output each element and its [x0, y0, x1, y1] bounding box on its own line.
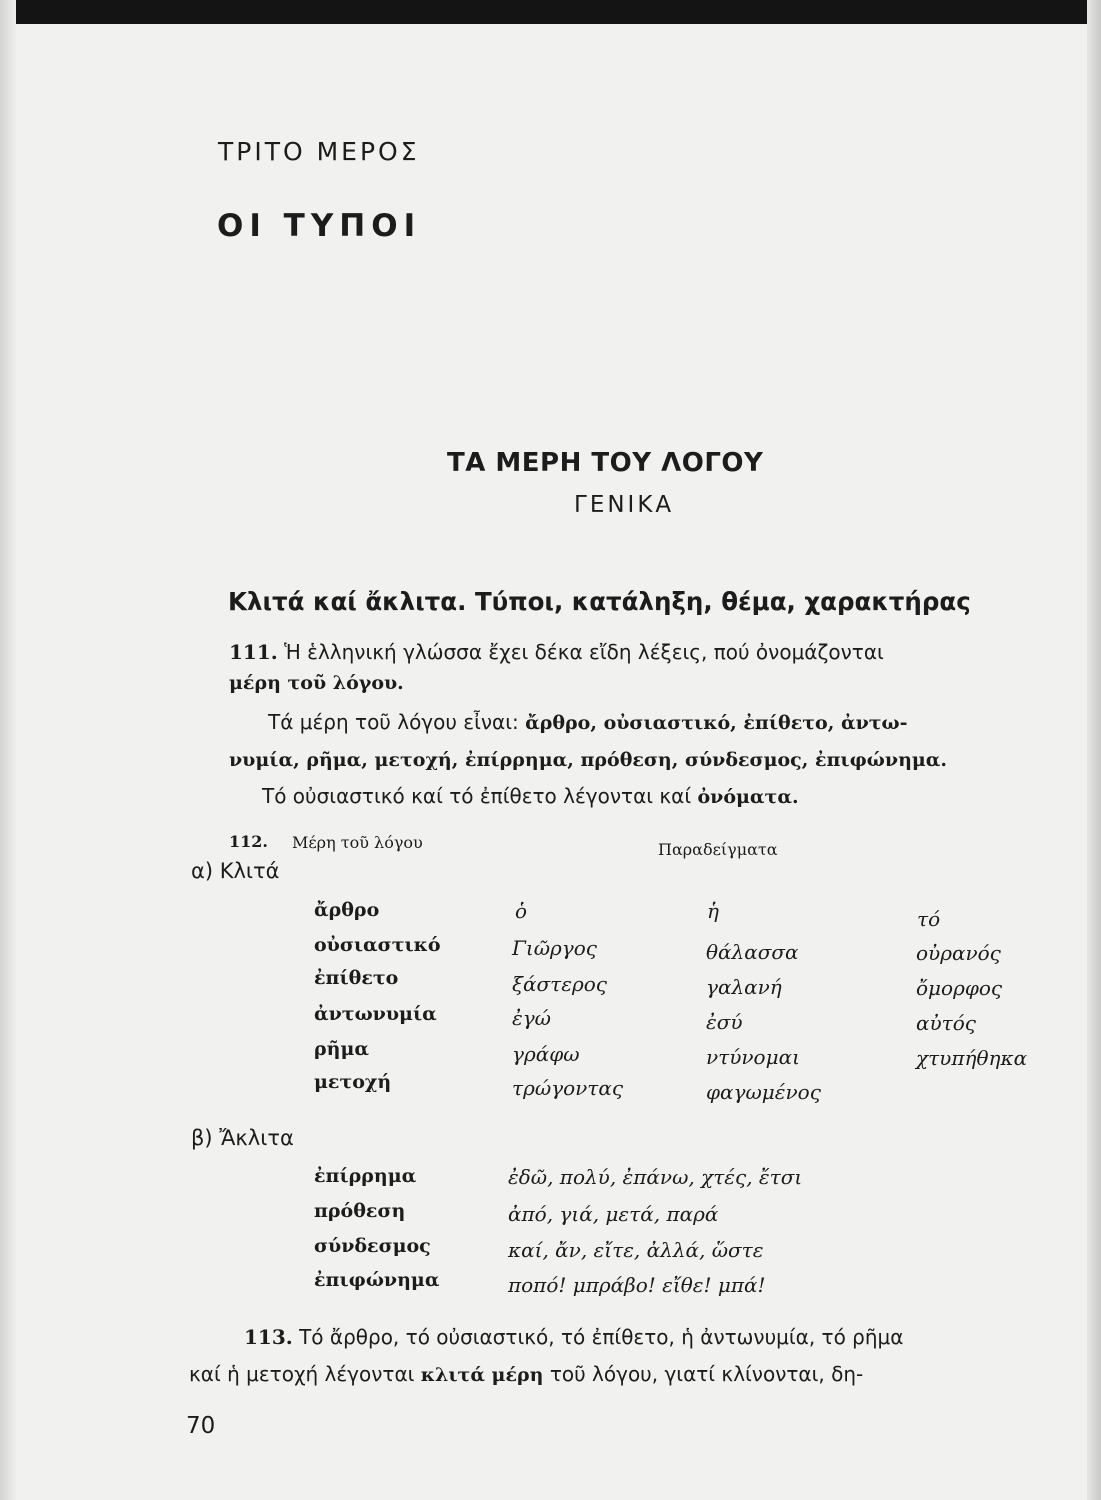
- table-row-term: μετοχή: [314, 1071, 392, 1093]
- table-cell: γράφω: [512, 1042, 580, 1066]
- table-cell: ἐδῶ, πολύ, ἐπάνω, χτές, ἔτσι: [508, 1165, 803, 1189]
- uninflected-label: β) Ἄκλιτα: [191, 1126, 294, 1150]
- table-cell: ἀπό, γιά, μετά, παρά: [508, 1202, 719, 1226]
- table-cell: καί, ἄν, εἴτε, ἀλλά, ὥστε: [508, 1238, 764, 1262]
- table-cell: Γιῶργος: [512, 936, 597, 960]
- table-cell: ὁ: [515, 899, 528, 923]
- table-cell: οὐρανός: [916, 941, 1001, 965]
- paragraph-113-line1: 113. Τό ἄρθρο, τό οὐσιαστικό, τό ἐπίθετο, ἡ ἀντωνυμία, τό ρῆμα: [244, 1325, 904, 1349]
- table-row-term: ἐπίθετο: [314, 967, 399, 989]
- section-title: ΤΑ ΜΕΡΗ ΤΟΥ ΛΟΓΟΥ: [447, 448, 764, 478]
- paragraph-113-line2: καί ἡ μετοχή λέγονται κλιτά μέρη τοῦ λόγου, γιατί κλίνονται, δη-: [189, 1362, 864, 1386]
- table-cell: ἐσύ: [706, 1010, 743, 1034]
- paragraph-111-line5: Τό οὐσιαστικό καί τό ἐπίθετο λέγονται καί ὀνόματα.: [262, 784, 799, 808]
- paragraph-number: 111.: [229, 640, 278, 664]
- subsection-title: Κλιτά καί ἄκλιτα. Τύποι, κατάληξη, θέμα, χαρακτήρας: [228, 587, 971, 616]
- table-cell: ἐγώ: [512, 1006, 551, 1030]
- table-row-term: ἄρθρο: [314, 899, 380, 921]
- table-row-term: ἐπιφώνημα: [314, 1269, 440, 1291]
- paragraph-111-line1: 111. Ἡ ἑλληνική γλώσσα ἔχει δέκα εἴδη λέξεις, πού ὀνομάζονται: [229, 640, 884, 664]
- section-subtitle: ΓΕΝΙΚΑ: [574, 492, 675, 518]
- table-cell: θάλασσα: [706, 940, 799, 964]
- scan-top-border: [0, 0, 1101, 24]
- table-cell: αὐτός: [916, 1011, 976, 1035]
- scan-right-edge: [1087, 0, 1101, 1500]
- page-number: 70: [186, 1413, 216, 1439]
- table-cell: γαλανή: [706, 975, 782, 999]
- column-header-examples: Παραδείγματα: [658, 840, 778, 859]
- scan-left-edge: [0, 0, 16, 1500]
- table-cell: ξάστερος: [512, 972, 607, 996]
- table-cell: ντύνομαι: [706, 1045, 800, 1069]
- table-cell: ποπό! μπράβο! εἴθε! μπά!: [508, 1273, 766, 1297]
- table-row-term: σύνδεσμος: [314, 1235, 431, 1257]
- chapter-title: ΟΙ ΤΥΠΟΙ: [217, 208, 422, 244]
- table-row-term: ἀντωνυμία: [314, 1003, 437, 1025]
- paragraph-111-line2: μέρη τοῦ λόγου.: [229, 672, 404, 694]
- paragraph-111-line4: νυμία, ρῆμα, μετοχή, ἐπίρρημα, πρόθεση, σύνδεσμος, ἐπιφώνημα.: [229, 749, 948, 771]
- table-cell: ἡ: [707, 899, 719, 923]
- paragraph-111-line3: Τά μέρη τοῦ λόγου εἶναι: ἄρθρο, οὐσιαστικό, ἐπίθετο, ἀντω-: [268, 710, 908, 734]
- table-cell: τό: [917, 907, 941, 931]
- table-row-term: ἐπίρρημα: [314, 1165, 417, 1187]
- table-row-term: ρῆμα: [314, 1038, 369, 1060]
- table-row-term: πρόθεση: [314, 1200, 406, 1222]
- table-cell: τρώγοντας: [512, 1076, 624, 1100]
- table-cell: ὄμορφος: [916, 976, 1003, 1000]
- part-title: ΤΡΙΤΟ ΜΕΡΟΣ: [218, 137, 420, 166]
- inflected-label: α) Κλιτά: [191, 859, 280, 883]
- table-row-term: οὐσιαστικό: [314, 934, 441, 956]
- paragraph-number: 113.: [244, 1325, 293, 1349]
- table-cell: φαγωμένος: [706, 1080, 821, 1104]
- table-cell: χτυπήθηκα: [916, 1046, 1028, 1070]
- column-header-parts: Μέρη τοῦ λόγου: [292, 833, 423, 852]
- paragraph-112-number: 112.: [229, 832, 268, 851]
